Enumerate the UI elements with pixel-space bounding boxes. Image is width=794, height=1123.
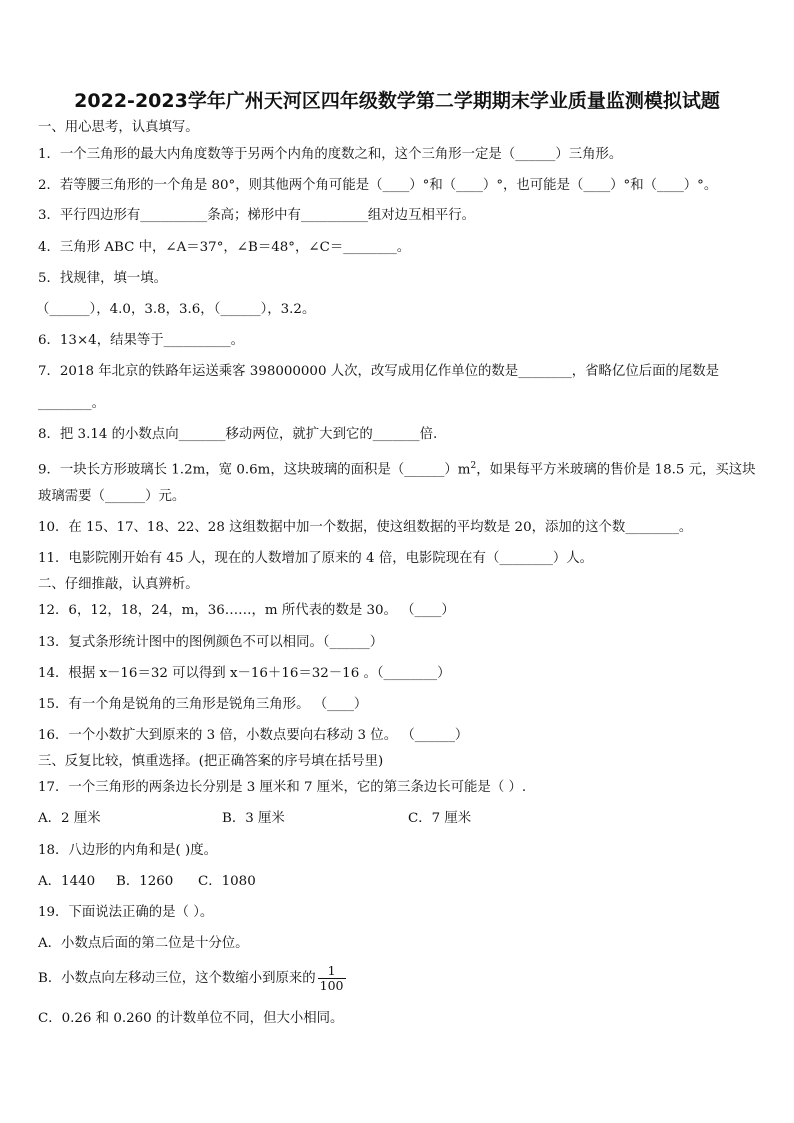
question-14: 14．根据 x－16＝32 可以得到 x－16＋16＝32－16 。（________） [38, 666, 451, 681]
question-3: 3．平行四边形有__________条高；梯形中有__________组对边互相平行。 [38, 208, 476, 223]
question-9-superscript: 2 [470, 461, 477, 471]
section-1-heading: 一、用心思考，认真填写。 [38, 120, 199, 135]
question-18-options [38, 873, 256, 891]
question-4: 4．三角形 ABC 中，∠A＝37°，∠B＝48°，∠C＝________。 [38, 240, 411, 255]
question-5-sequence: （______），4.0，3.8，3.6，（______），3.2。 [36, 302, 316, 317]
question-7-line-1: 7．2018 年北京的铁路年运送乘客 398000000 人次，改写成用亿作单位的数是________，省略亿位后面的尾数是 [38, 364, 720, 379]
question-9-line-2: 玻璃需要（______）元。 [38, 489, 186, 504]
question-8: 8．把 3.14 的小数点向_______移动两位，就扩大到它的_______倍. [38, 427, 438, 442]
page-title: 2022-2023学年广州天河区四年级数学第二学期期末学业质量监测模拟试题 [74, 90, 720, 112]
question-9-text-pre: 9．一块长方形玻璃长 1.2m，宽 0.6m，这块玻璃的面积是（______）m [38, 462, 471, 478]
q19-option-a: A．小数点后面的第二位是十分位。 [38, 936, 249, 951]
question-13: 13．复式条形统计图中的图例颜色不可以相同。（______） [38, 635, 384, 650]
question-5: 5．找规律，填一填。 [38, 271, 168, 286]
question-17: 17．一个三角形的两条边长分别是 3 厘米和 7 厘米，它的第三条边长可能是（ ）. [38, 780, 527, 795]
q18-option-a: A．1440 [38, 874, 96, 889]
q17-option-a: A．2 厘米 [38, 811, 101, 826]
q18-option-c: C．1080 [198, 874, 256, 889]
question-7-line-2: ________。 [38, 396, 105, 411]
q17-option-c: C．7 厘米 [408, 811, 472, 826]
q19-option-b-text: B．小数点向左移动三位，这个数缩小到原来的 [38, 971, 316, 986]
question-17-options [38, 810, 471, 828]
q17-option-b: B．3 厘米 [222, 811, 285, 826]
question-10: 10．在 15、17、18、22、28 这组数据中加一个数据，使这组数据的平均数是 20，添加的这个数________。 [38, 520, 693, 535]
question-6: 6．13×4，结果等于__________。 [38, 333, 244, 348]
fraction-one-hundredth [318, 964, 346, 993]
question-12: 12．6，12，18，24，m，36……，m 所代表的数是 30。 （____） [38, 603, 455, 618]
question-2: 2．若等腰三角形的一个角是 80°，则其他两个角可能是（____）°和（____）°，也可能是（____）°和（____）°。 [38, 178, 718, 193]
question-1: 1．一个三角形的最大内角度数等于另两个内角的度数之和，这个三角形一定是（______）三角形。 [38, 147, 623, 162]
q18-option-b: B．1260 [116, 874, 174, 889]
question-18: 18．八边形的内角和是( )度。 [38, 843, 218, 858]
question-16: 16．一个小数扩大到原来的 3 倍，小数点要向右移动 3 位。 （______） [38, 728, 469, 743]
question-11: 11．电影院刚开始有 45 人，现在的人数增加了原来的 4 倍，电影院现在有（________）人。 [38, 551, 594, 566]
question-15: 15．有一个角是锐角的三角形是锐角三角形。 （____） [38, 697, 368, 712]
section-2-heading: 二、仔细推敲，认真辨析。 [38, 577, 199, 592]
question-19: 19．下面说法正确的是（ ）。 [38, 905, 214, 920]
question-9-line-1 [38, 457, 756, 479]
q19-option-b [38, 963, 346, 995]
fraction-denominator: 100 [319, 978, 344, 993]
question-9-text-post: ，如果每平方米玻璃的售价是 18.5 元，买这块 [476, 462, 756, 478]
section-3-heading: 三、反复比较，慎重选择。(把正确答案的序号填在括号里) [38, 754, 384, 769]
fraction-numerator: 1 [327, 963, 336, 978]
q19-option-c: C．0.26 和 0.260 的计数单位不同，但大小相同。 [38, 1011, 344, 1026]
